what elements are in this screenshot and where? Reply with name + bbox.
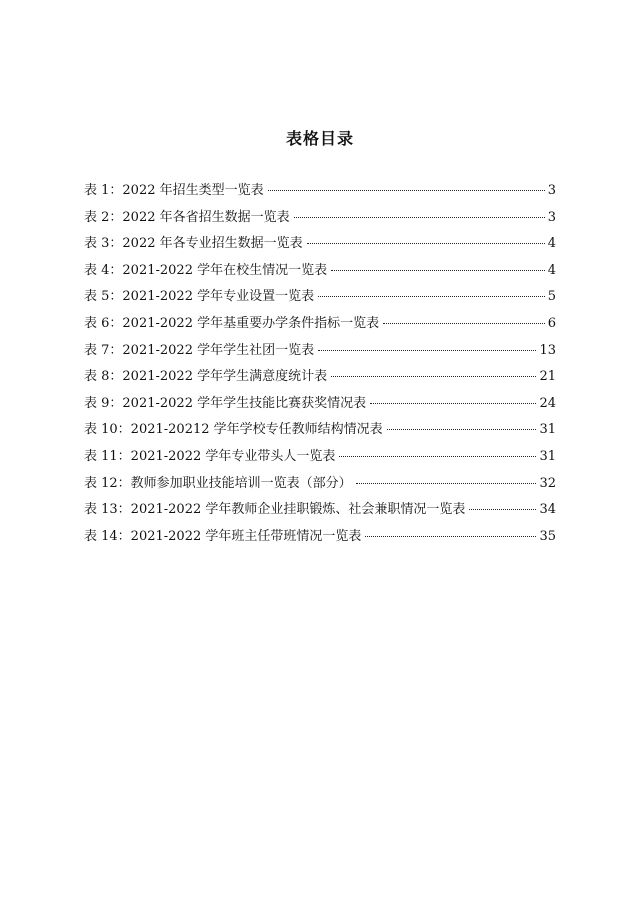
toc-entry-label: 表 5：2021-2022 学年专业设置一览表 (84, 289, 315, 305)
toc-entry-label: 表 9：2021-2022 学年学生技能比赛获奖情况表 (84, 395, 367, 411)
dot-leader (294, 216, 545, 218)
toc-entry[interactable] (84, 262, 556, 289)
toc-entry-label: 表 6：2021-2022 学年基重要办学条件指标一览表 (84, 315, 380, 331)
toc-entry-page: 21 (539, 369, 556, 385)
toc-entry-label: 表 4：2021-2022 学年在校生情况一览表 (84, 262, 328, 278)
toc-entry-page: 34 (539, 502, 556, 518)
dot-leader (469, 508, 536, 510)
toc-entry[interactable] (84, 475, 556, 502)
toc-entry[interactable] (84, 395, 556, 422)
toc-entry-label: 表 11：2021-2022 学年专业带头人一览表 (84, 448, 336, 464)
dot-leader (387, 428, 537, 430)
dot-leader (318, 295, 545, 297)
dot-leader (307, 242, 545, 244)
dot-leader (370, 402, 536, 404)
toc-entry[interactable] (84, 501, 556, 528)
toc-entry-page: 31 (539, 448, 556, 464)
dot-leader (268, 189, 545, 191)
toc-entry[interactable] (84, 209, 556, 236)
toc-entry-label: 表 2：2022 年各省招生数据一览表 (84, 209, 290, 225)
toc-entry-page: 4 (547, 236, 556, 252)
toc-entry-page: 6 (547, 315, 556, 331)
toc-entry-label: 表 1：2022 年招生类型一览表 (84, 183, 264, 198)
toc-entry-label: 表 7：2021-2022 学年学生社团一览表 (84, 342, 315, 358)
toc-entry-label: 表 3：2022 年各专业招生数据一览表 (84, 236, 303, 252)
dot-leader (331, 269, 545, 271)
toc-entry-page: 3 (547, 209, 556, 225)
toc-entry-label: 表 13：2021-2022 学年教师企业挂职锻炼、社会兼职情况一览表 (84, 502, 466, 518)
dot-leader (356, 482, 537, 484)
toc-entry-page: 4 (547, 262, 556, 278)
toc-entry-label: 表 14：2021-2022 学年班主任带班情况一览表 (84, 528, 362, 544)
page-title: 表格目录 (285, 129, 354, 148)
dot-leader (365, 535, 536, 537)
toc-entry-page: 5 (547, 289, 556, 305)
toc-entry[interactable] (84, 421, 556, 448)
dot-leader (339, 455, 536, 457)
toc-entry-page: 31 (539, 422, 556, 438)
toc-entry[interactable] (84, 448, 556, 475)
dot-leader (318, 349, 536, 351)
toc-entry-page: 35 (539, 528, 556, 544)
dot-leader (383, 322, 545, 324)
toc-entry[interactable] (84, 528, 556, 555)
table-of-contents (84, 182, 556, 554)
toc-entry-page: 13 (539, 342, 556, 358)
toc-entry[interactable] (84, 342, 556, 369)
toc-entry[interactable] (84, 235, 556, 262)
toc-entry[interactable] (84, 315, 556, 342)
toc-entry-label: 表 8：2021-2022 学年学生满意度统计表 (84, 369, 328, 385)
toc-entry-page: 32 (539, 475, 556, 491)
dot-leader (331, 375, 536, 377)
toc-entry-page: 3 (547, 183, 556, 198)
toc-entry[interactable] (84, 182, 556, 209)
toc-entry-label: 表 10：2021-20212 学年学校专任教师结构情况表 (84, 422, 383, 438)
toc-entry[interactable] (84, 368, 556, 395)
toc-entry-page: 24 (539, 395, 556, 411)
toc-entry-label: 表 12：教师参加职业技能培训一览表（部分） (84, 475, 352, 491)
toc-entry[interactable] (84, 288, 556, 315)
